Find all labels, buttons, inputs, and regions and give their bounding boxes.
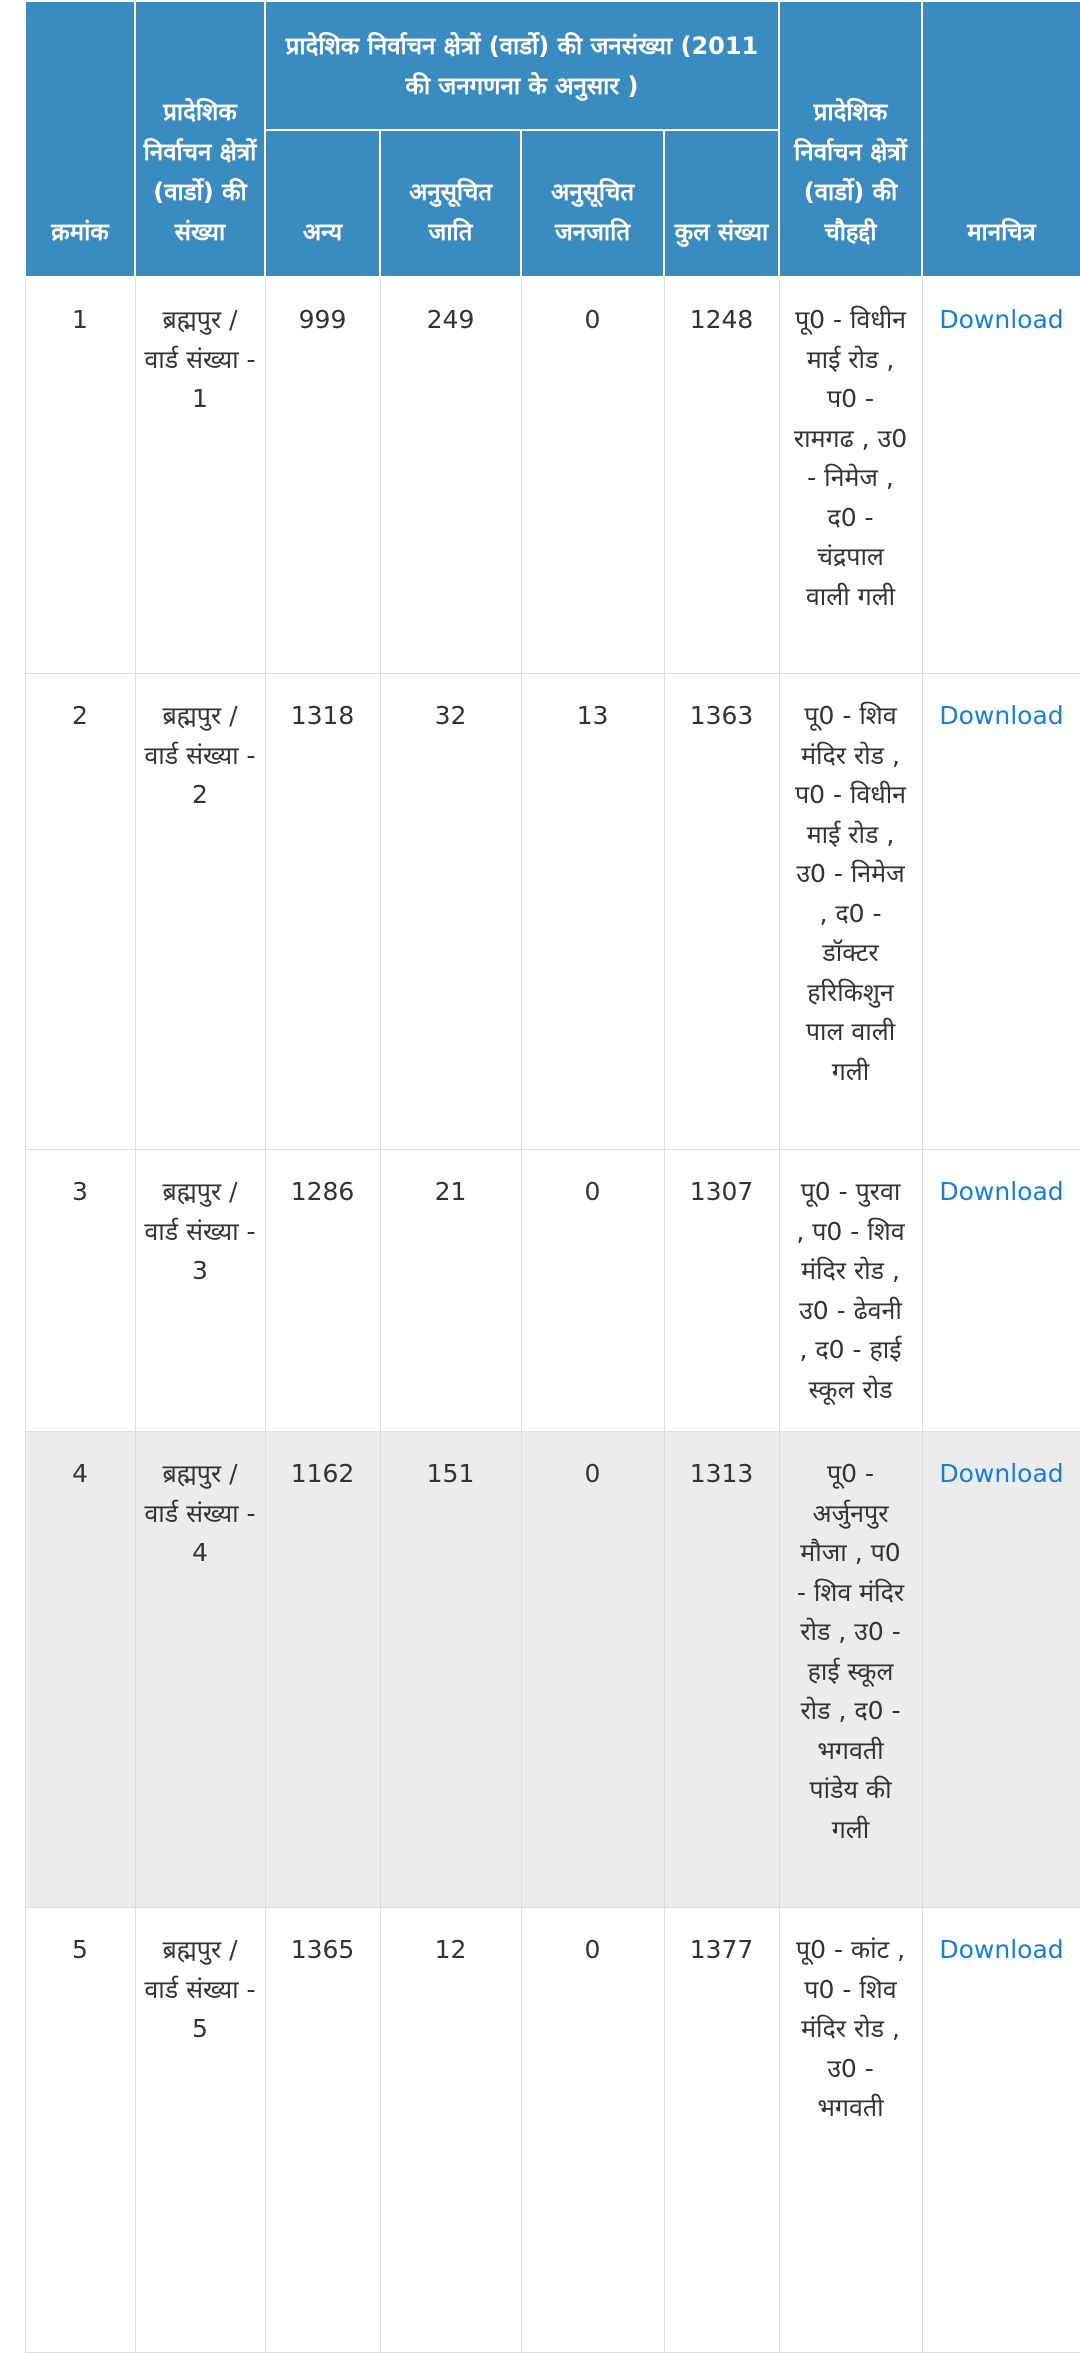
download-link[interactable]: Download <box>939 1935 1064 1964</box>
table-row <box>25 1150 1080 1432</box>
cell-map <box>922 1908 1080 2353</box>
ward-population-table-container <box>24 0 1080 2353</box>
cell-sc: 249 <box>380 277 521 674</box>
header-population-group: प्रादेशिक निर्वाचन क्षेत्रों (वार्डो) की जनसंख्या (2011 की जनगणना के अनुसार ) <box>265 1 779 130</box>
cell-st: 0 <box>521 1150 664 1432</box>
cell-st: 0 <box>521 277 664 674</box>
table-body <box>25 277 1080 2353</box>
header-map: मानचित्र <box>922 1 1080 277</box>
header-total: कुल संख्या <box>664 130 779 277</box>
cell-st: 13 <box>521 674 664 1150</box>
cell-sc: 12 <box>380 1908 521 2353</box>
cell-map <box>922 1432 1080 1908</box>
table-row <box>25 1432 1080 1908</box>
ward-population-table <box>24 0 1080 2353</box>
cell-anya: 1162 <box>265 1432 380 1908</box>
header-boundary: प्रादेशिक निर्वाचन क्षेत्रों (वार्डो) की चौहद्दी <box>779 1 922 277</box>
cell-boundary: पू0 - विधीन माई रोड , प0 - रामगढ , उ0 - निमेज , द0 - चंद्रपाल वाली गली <box>779 277 922 674</box>
download-link[interactable]: Download <box>939 1459 1064 1488</box>
cell-total: 1363 <box>664 674 779 1150</box>
cell-total: 1313 <box>664 1432 779 1908</box>
header-anya: अन्य <box>265 130 380 277</box>
cell-sc: 21 <box>380 1150 521 1432</box>
cell-anya: 1365 <box>265 1908 380 2353</box>
cell-total: 1248 <box>664 277 779 674</box>
cell-total: 1377 <box>664 1908 779 2353</box>
cell-no: 1 <box>25 277 135 674</box>
download-link[interactable]: Download <box>939 1177 1064 1206</box>
header-row-top <box>25 1 1080 130</box>
cell-sc: 151 <box>380 1432 521 1908</box>
cell-boundary: पू0 - कांट , प0 - शिव मंदिर रोड , उ0 - भगवती <box>779 1908 922 2353</box>
cell-ward: ब्रह्मपुर / वार्ड संख्या - 2 <box>135 674 265 1150</box>
table-row <box>25 1908 1080 2353</box>
cell-boundary: पू0 - शिव मंदिर रोड , प0 - विधीन माई रोड , उ0 - निमेज , द0 - डॉक्टर हरिकिशुन पाल वाली गली <box>779 674 922 1150</box>
header-ward-count: प्रादेशिक निर्वाचन क्षेत्रों (वार्डो) की संख्या <box>135 1 265 277</box>
table-row <box>25 277 1080 674</box>
cell-total: 1307 <box>664 1150 779 1432</box>
download-link[interactable]: Download <box>939 305 1064 334</box>
table-header <box>25 1 1080 277</box>
cell-boundary: पू0 - पुरवा , प0 - शिव मंदिर रोड , उ0 - ढेवनी , द0 - हाई स्कूल रोड <box>779 1150 922 1432</box>
cell-ward: ब्रह्मपुर / वार्ड संख्या - 3 <box>135 1150 265 1432</box>
cell-anya: 1318 <box>265 674 380 1150</box>
cell-anya: 1286 <box>265 1150 380 1432</box>
cell-map <box>922 674 1080 1150</box>
header-st: अनुसूचित जनजाति <box>521 130 664 277</box>
header-sc: अनुसूचित जाति <box>380 130 521 277</box>
cell-boundary: पू0 - अर्जुनपुर मौजा , प0 - शिव मंदिर रोड , उ0 - हाई स्कूल रोड , द0 - भगवती पांडेय की गली <box>779 1432 922 1908</box>
cell-ward: ब्रह्मपुर / वार्ड संख्या - 5 <box>135 1908 265 2353</box>
header-kramank: क्रमांक <box>25 1 135 277</box>
table-row <box>25 674 1080 1150</box>
cell-no: 2 <box>25 674 135 1150</box>
cell-no: 5 <box>25 1908 135 2353</box>
cell-st: 0 <box>521 1432 664 1908</box>
cell-no: 3 <box>25 1150 135 1432</box>
cell-map <box>922 1150 1080 1432</box>
cell-anya: 999 <box>265 277 380 674</box>
cell-sc: 32 <box>380 674 521 1150</box>
cell-map <box>922 277 1080 674</box>
download-link[interactable]: Download <box>939 701 1064 730</box>
cell-ward: ब्रह्मपुर / वार्ड संख्या - 1 <box>135 277 265 674</box>
cell-st: 0 <box>521 1908 664 2353</box>
cell-no: 4 <box>25 1432 135 1908</box>
cell-ward: ब्रह्मपुर / वार्ड संख्या - 4 <box>135 1432 265 1908</box>
